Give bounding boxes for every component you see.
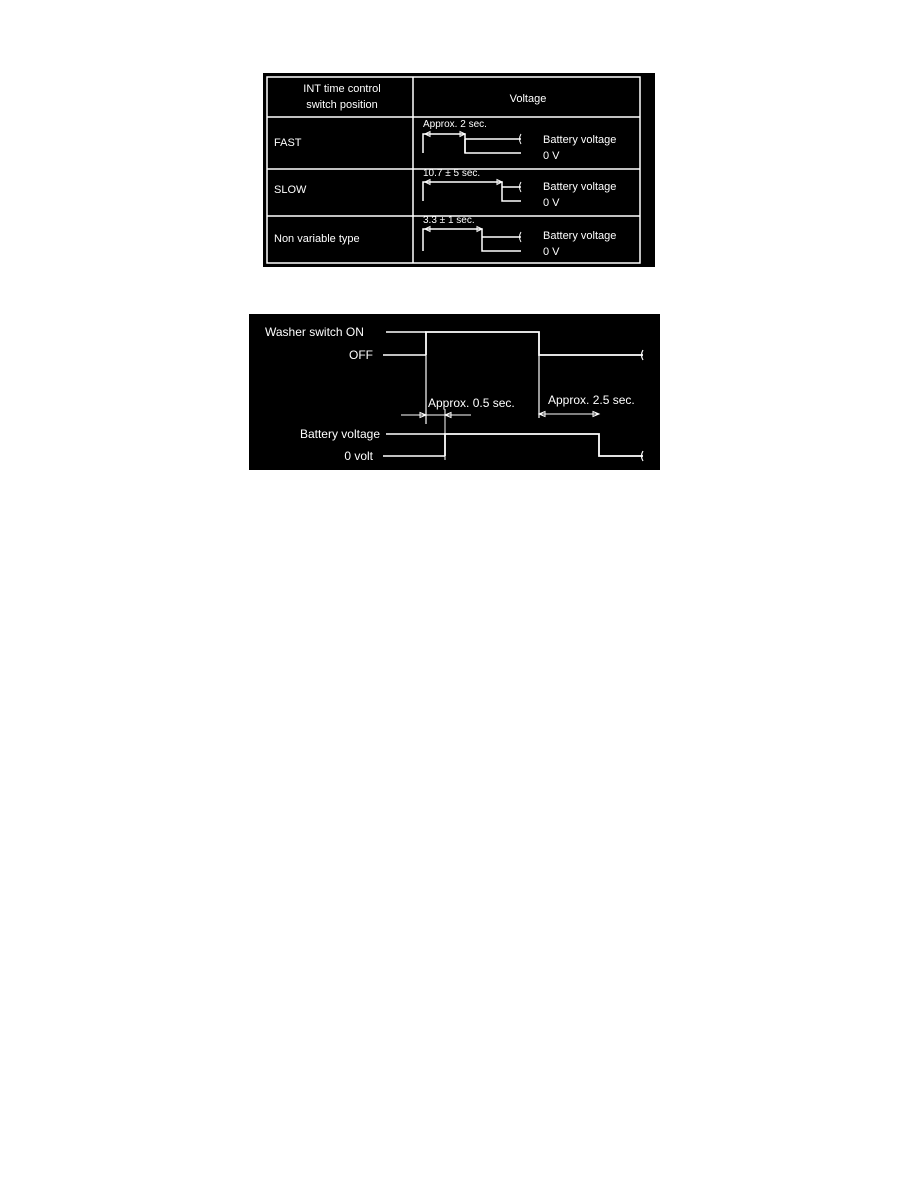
battery-voltage-label: Battery voltage xyxy=(299,427,380,441)
row-slow-low-label: 0 V xyxy=(543,197,560,209)
header-voltage: Voltage xyxy=(509,93,547,105)
row-nonvariable-waveform xyxy=(423,229,521,251)
row-slow-interval: 10.7 ± 5 sec. xyxy=(423,168,481,179)
row-slow-high-label: Battery voltage xyxy=(543,181,617,193)
row-fast-interval: Approx. 2 sec. xyxy=(423,119,487,130)
row-fast-position: FAST xyxy=(274,137,302,149)
panel-edge xyxy=(660,314,666,470)
washer-switch-waveform xyxy=(426,332,643,355)
washer-on-label: Washer switch ON xyxy=(265,325,364,339)
row-fast-high-label: Battery voltage xyxy=(543,134,617,146)
row-nonvariable-low-label: 0 V xyxy=(543,246,560,258)
row-nonvariable-position: Non variable type xyxy=(274,233,360,245)
row-fast-waveform xyxy=(423,134,521,153)
header-position-line1: INT time control xyxy=(303,83,381,95)
row-nonvariable-high-label: Battery voltage xyxy=(543,230,617,242)
row-slow-position: SLOW xyxy=(274,184,307,196)
delay-label: Approx. 0.5 sec. xyxy=(428,396,515,410)
row-slow-waveform xyxy=(423,182,521,201)
zero-volt-label: 0 volt xyxy=(344,449,373,463)
row-fast-low-label: 0 V xyxy=(543,150,560,162)
washer-timing-diagram xyxy=(249,314,666,470)
timing-svg xyxy=(249,314,660,470)
washer-off-label: OFF xyxy=(349,348,373,362)
row-nonvariable-interval: 3.3 ± 1 sec. xyxy=(423,215,475,226)
hold-label: Approx. 2.5 sec. xyxy=(548,393,635,407)
output-waveform xyxy=(445,434,643,456)
int-time-control-table xyxy=(263,73,655,267)
header-position-line2: switch position xyxy=(306,99,378,111)
int-table-svg xyxy=(263,73,655,267)
